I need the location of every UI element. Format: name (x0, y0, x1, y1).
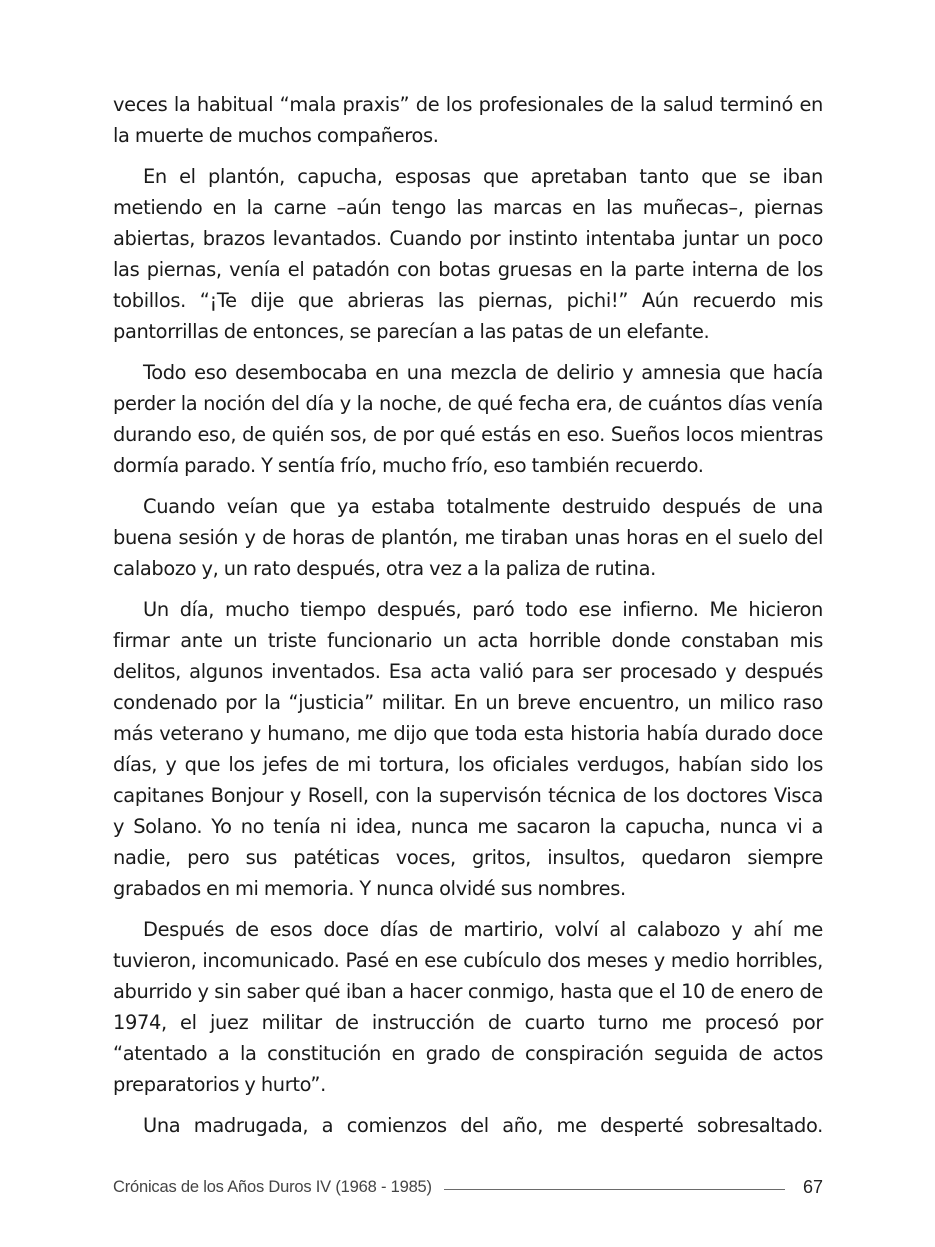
paragraph: veces la habitual “mala praxis” de los profesionales de la salud terminó en la muerte de muchos compañeros. (113, 93, 823, 147)
paragraph: Cuando veían que ya estaba totalmente destruido después de una buena sesión y de horas de plantón, me tiraban unas horas en el suelo del calabozo y, un rato después, otra vez a la paliza de rutina. (113, 495, 823, 580)
footer-divider (444, 1189, 785, 1190)
paragraph: Todo eso desembocaba en una mezcla de delirio y amnesia que hacía perder la noción del día y la noche, de qué fecha era, de cuántos días venía durando eso, de quién sos, de por qué estás en eso. Sueños locos mientras dormía parado. Y sentía frío, mucho frío, eso también recuerdo. (113, 361, 823, 477)
page-number: 67 (802, 1176, 823, 1197)
paragraph: Después de esos doce días de martirio, volví al calabozo y ahí me tuvieron, incomunicado. Pasé en ese cubículo dos meses y medio horribles, aburrido y sin saber qué iban a hacer conmigo, hasta que el 10 de enero de 1974, el juez militar de instrucción de cuarto turno me procesó por “atentado a la constitución en grado de conspiración seguida de actos preparatorios y hurto”. (113, 918, 823, 1096)
page-footer (113, 1174, 823, 1200)
body-text (113, 89, 823, 1141)
paragraph: En el plantón, capucha, esposas que apretaban tanto que se iban metiendo en la carne –aún tengo las marcas en las muñecas–, piernas abiertas, brazos levantados. Cuando por instinto intentaba juntar un poco las piernas, venía el patadón con botas gruesas en la parte interna de los tobillos. “¡Te dije que abrieras las piernas, pichi!” Aún recuerdo mis pantorrillas de entonces, se parecían a las patas de un elefante. (113, 165, 823, 343)
paragraph: Una madrugada, a comienzos del año, me desperté sobresaltado. (143, 1114, 823, 1137)
running-footer-title: Crónicas de los Años Duros IV (1968 - 1985) (113, 1177, 432, 1196)
paragraph: Un día, mucho tiempo después, paró todo ese infierno. Me hicieron firmar ante un triste funcionario un acta horrible donde constaban mis delitos, algunos inventados. Esa acta valió para ser procesado y después condenado por la “justicia” militar. En un breve encuentro, un milico raso más veterano y humano, me dijo que toda esta historia había durado doce días, y que los jefes de mi tortura, los oficiales verdugos, habían sido los capitanes Bonjour y Rosell, con la supervisón técnica de los doctores Visca y Solano. Yo no tenía ni idea, nunca me sacaron la capucha, nunca vi a nadie, pero sus patéticas voces, gritos, insultos, quedaron siempre grabados en mi memoria. Y nunca olvidé sus nombres. (113, 598, 823, 900)
